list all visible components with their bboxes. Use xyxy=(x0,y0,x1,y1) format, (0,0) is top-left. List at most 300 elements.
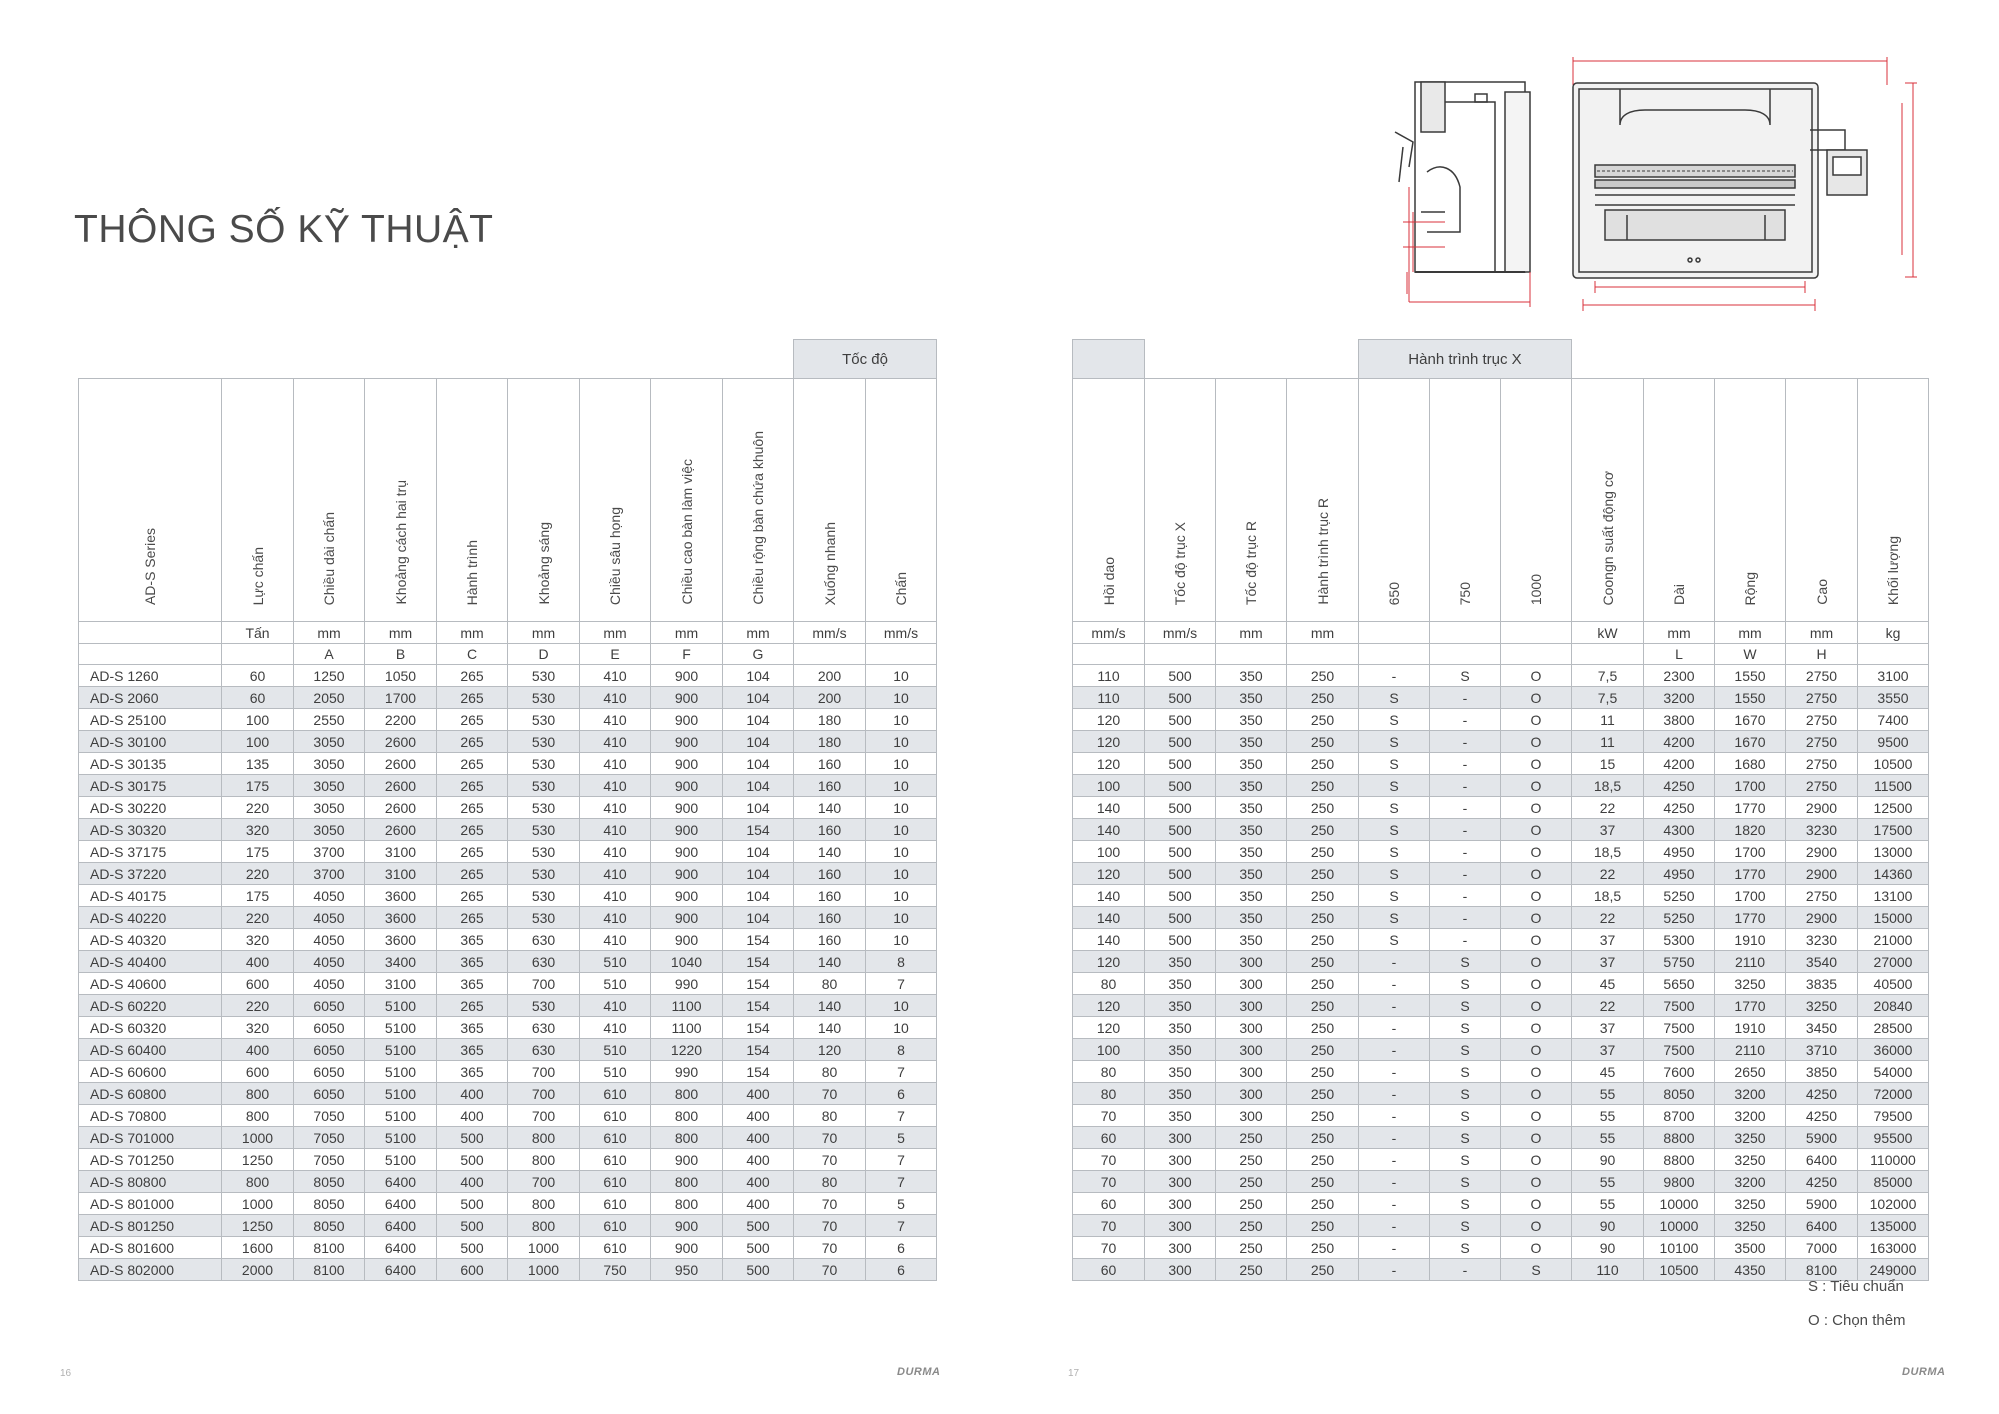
table-cell: 5250 xyxy=(1644,885,1715,907)
table-cell: 6400 xyxy=(365,1237,437,1259)
table-cell: 500 xyxy=(1145,797,1216,819)
table-cell: 10 xyxy=(866,1017,937,1039)
table-cell: 750 xyxy=(580,1259,651,1281)
column-header-row xyxy=(79,379,937,622)
col-header-force: Lực chấn xyxy=(222,379,294,622)
table-cell: - xyxy=(1359,1017,1430,1039)
table-cell: 7500 xyxy=(1644,995,1715,1017)
table-cell: 4250 xyxy=(1786,1171,1858,1193)
model-name-cell: AD-S 60800 xyxy=(79,1083,222,1105)
table-cell: 10100 xyxy=(1644,1237,1715,1259)
table-cell: 110 xyxy=(1572,1259,1644,1281)
col-header-table-width: Chiều rộng bàn chứa khuôn xyxy=(723,379,794,622)
table-cell: 2750 xyxy=(1786,731,1858,753)
table-cell: 400 xyxy=(723,1083,794,1105)
model-name-cell: AD-S 801600 xyxy=(79,1237,222,1259)
col-header-x-axis-speed: Tốc độ trục X xyxy=(1145,379,1216,622)
table-cell: 365 xyxy=(437,1061,508,1083)
table-cell: 80 xyxy=(794,1061,866,1083)
table-cell: 320 xyxy=(222,819,294,841)
col-header-throat-depth: Chiều sâu họng xyxy=(580,379,651,622)
table-cell: 13000 xyxy=(1858,841,1929,863)
table-cell: 8 xyxy=(866,1039,937,1061)
table-cell: 500 xyxy=(437,1237,508,1259)
dimension-letter-cell: F xyxy=(651,644,723,665)
table-cell: S xyxy=(1359,687,1430,709)
table-cell: 630 xyxy=(508,1017,580,1039)
table-cell: 365 xyxy=(437,1039,508,1061)
table-cell: 265 xyxy=(437,863,508,885)
front-view-drawing xyxy=(1565,55,1925,315)
table-row xyxy=(79,1105,937,1127)
table-cell: 530 xyxy=(508,775,580,797)
dimension-letter-cell xyxy=(79,644,222,665)
table-cell: 1910 xyxy=(1715,929,1786,951)
table-cell: 700 xyxy=(508,973,580,995)
table-cell: 250 xyxy=(1287,1039,1359,1061)
table-cell: 14360 xyxy=(1858,863,1929,885)
table-cell: - xyxy=(1430,819,1501,841)
table-cell: 3540 xyxy=(1786,951,1858,973)
table-cell: 6400 xyxy=(365,1259,437,1281)
table-cell: - xyxy=(1359,1259,1430,1281)
unit-cell xyxy=(79,622,222,644)
table-cell: 6050 xyxy=(294,1083,365,1105)
table-cell: 250 xyxy=(1287,951,1359,973)
table-cell: 300 xyxy=(1145,1237,1216,1259)
table-cell: 15000 xyxy=(1858,907,1929,929)
table-cell: 175 xyxy=(222,885,294,907)
table-cell: 900 xyxy=(651,709,723,731)
table-cell: 3050 xyxy=(294,753,365,775)
table-cell: 100 xyxy=(1073,841,1145,863)
table-cell: 350 xyxy=(1216,753,1287,775)
table-cell: O xyxy=(1501,885,1572,907)
table-cell: 350 xyxy=(1145,1083,1216,1105)
table-cell: 350 xyxy=(1216,709,1287,731)
table-cell: O xyxy=(1501,753,1572,775)
table-cell: 104 xyxy=(723,797,794,819)
table-cell: 5300 xyxy=(1644,929,1715,951)
table-cell: 530 xyxy=(508,797,580,819)
table-cell: 250 xyxy=(1216,1149,1287,1171)
table-cell: 55 xyxy=(1572,1105,1644,1127)
table-cell: 300 xyxy=(1145,1259,1216,1281)
table-cell: 700 xyxy=(508,1083,580,1105)
table-cell: - xyxy=(1359,1149,1430,1171)
table-cell: 250 xyxy=(1287,973,1359,995)
table-cell: 140 xyxy=(794,1017,866,1039)
table-cell: 410 xyxy=(580,885,651,907)
table-cell: 900 xyxy=(651,753,723,775)
table-cell: 350 xyxy=(1216,907,1287,929)
table-cell: 104 xyxy=(723,775,794,797)
table-cell: 250 xyxy=(1287,709,1359,731)
table-cell: 5650 xyxy=(1644,973,1715,995)
model-name-cell: AD-S 37220 xyxy=(79,863,222,885)
unit-cell xyxy=(1359,622,1430,644)
table-cell: 135000 xyxy=(1858,1215,1929,1237)
table-cell: S xyxy=(1359,797,1430,819)
table-cell: 410 xyxy=(580,753,651,775)
col-header-weight: Khối lượng xyxy=(1858,379,1929,622)
dimension-letters-row xyxy=(1073,644,1929,665)
table-body-right xyxy=(1073,665,1929,1281)
table-row xyxy=(79,819,937,841)
table-cell: 154 xyxy=(723,1017,794,1039)
table-cell: 154 xyxy=(723,1061,794,1083)
table-cell: 3835 xyxy=(1786,973,1858,995)
table-cell: 400 xyxy=(723,1193,794,1215)
table-cell: - xyxy=(1430,929,1501,951)
dimension-letter-cell: A xyxy=(294,644,365,665)
table-cell: 610 xyxy=(580,1149,651,1171)
table-cell: 100 xyxy=(222,709,294,731)
model-name-cell: AD-S 802000 xyxy=(79,1259,222,1281)
table-cell: 10000 xyxy=(1644,1215,1715,1237)
table-cell: - xyxy=(1359,1215,1430,1237)
model-name-cell: AD-S 40175 xyxy=(79,885,222,907)
table-cell: 85000 xyxy=(1858,1171,1929,1193)
table-cell: 6400 xyxy=(1786,1215,1858,1237)
table-cell: S xyxy=(1430,1017,1501,1039)
table-cell: 320 xyxy=(222,1017,294,1039)
table-cell: 10 xyxy=(866,819,937,841)
table-cell: 250 xyxy=(1216,1171,1287,1193)
table-cell: 410 xyxy=(580,1017,651,1039)
model-name-cell: AD-S 30175 xyxy=(79,775,222,797)
table-cell: 800 xyxy=(651,1105,723,1127)
table-cell: 1770 xyxy=(1715,907,1786,929)
table-cell: 3250 xyxy=(1715,1215,1786,1237)
table-cell: 7600 xyxy=(1644,1061,1715,1083)
table-cell: 160 xyxy=(794,929,866,951)
unit-cell: mm xyxy=(365,622,437,644)
table-cell: 104 xyxy=(723,709,794,731)
table-cell: 1680 xyxy=(1715,753,1786,775)
table-cell: 510 xyxy=(580,1039,651,1061)
table-row xyxy=(79,951,937,973)
table-cell: 7 xyxy=(866,1171,937,1193)
table-cell: 250 xyxy=(1287,731,1359,753)
table-cell: 10 xyxy=(866,775,937,797)
table-cell: - xyxy=(1359,1039,1430,1061)
table-cell: 1250 xyxy=(222,1215,294,1237)
table-cell: O xyxy=(1501,973,1572,995)
table-cell: 2750 xyxy=(1786,709,1858,731)
table-cell: 7 xyxy=(866,1061,937,1083)
table-cell: 10 xyxy=(866,797,937,819)
table-row xyxy=(79,775,937,797)
table-cell: 120 xyxy=(794,1039,866,1061)
table-cell: 250 xyxy=(1287,863,1359,885)
table-cell: 140 xyxy=(794,995,866,1017)
table-cell: 365 xyxy=(437,1017,508,1039)
table-cell: 175 xyxy=(222,841,294,863)
table-body-left xyxy=(79,665,937,1281)
table-cell: 265 xyxy=(437,753,508,775)
col-header-column-distance: Khoảng cách hai trụ xyxy=(365,379,437,622)
table-cell: 10 xyxy=(866,907,937,929)
table-cell: 90 xyxy=(1572,1215,1644,1237)
col-header-length: Dài xyxy=(1644,379,1715,622)
table-cell: O xyxy=(1501,1083,1572,1105)
table-cell: 500 xyxy=(1145,753,1216,775)
model-name-cell: AD-S 30320 xyxy=(79,819,222,841)
table-cell: 55 xyxy=(1572,1171,1644,1193)
table-cell: 3230 xyxy=(1786,819,1858,841)
table-cell: S xyxy=(1359,929,1430,951)
table-cell: 800 xyxy=(651,1083,723,1105)
table-cell: 6050 xyxy=(294,1061,365,1083)
table-cell: 2200 xyxy=(365,709,437,731)
table-cell: O xyxy=(1501,995,1572,1017)
table-row xyxy=(79,665,937,687)
table-cell: 500 xyxy=(723,1259,794,1281)
dimension-letter-cell: G xyxy=(723,644,794,665)
table-cell: 300 xyxy=(1216,951,1287,973)
table-cell: 5100 xyxy=(365,1017,437,1039)
table-cell: - xyxy=(1359,665,1430,687)
table-cell: 60 xyxy=(222,665,294,687)
table-cell: 27000 xyxy=(1858,951,1929,973)
table-cell: 70 xyxy=(794,1193,866,1215)
table-cell: 70 xyxy=(1073,1105,1145,1127)
col-header-r-axis-travel: Hành trình trục R xyxy=(1287,379,1359,622)
table-cell: 220 xyxy=(222,797,294,819)
table-cell: - xyxy=(1359,951,1430,973)
table-cell: 3600 xyxy=(365,907,437,929)
table-cell: 5100 xyxy=(365,1083,437,1105)
unit-cell: mm/s xyxy=(1073,622,1145,644)
table-row xyxy=(1073,1061,1929,1083)
unit-cell: mm/s xyxy=(866,622,937,644)
table-cell: 400 xyxy=(723,1149,794,1171)
table-cell: 3200 xyxy=(1715,1083,1786,1105)
table-cell: 500 xyxy=(437,1149,508,1171)
table-cell: 5250 xyxy=(1644,907,1715,929)
table-cell: 2750 xyxy=(1786,687,1858,709)
table-row xyxy=(79,1149,937,1171)
table-cell: 2110 xyxy=(1715,1039,1786,1061)
table-cell: 140 xyxy=(1073,819,1145,841)
table-cell: 104 xyxy=(723,731,794,753)
table-cell: 2600 xyxy=(365,731,437,753)
model-name-cell: AD-S 701250 xyxy=(79,1149,222,1171)
table-cell: 350 xyxy=(1145,995,1216,1017)
table-cell: 10000 xyxy=(1644,1193,1715,1215)
col-header-return-speed: Hồi dao xyxy=(1073,379,1145,622)
table-cell: 10 xyxy=(866,709,937,731)
table-cell: 6050 xyxy=(294,1017,365,1039)
table-cell: 220 xyxy=(222,863,294,885)
table-cell: 17500 xyxy=(1858,819,1929,841)
table-cell: 110 xyxy=(1073,665,1145,687)
table-cell: 6400 xyxy=(365,1171,437,1193)
brand-logo-left: DURMA xyxy=(897,1366,941,1378)
table-cell: 4950 xyxy=(1644,841,1715,863)
table-cell: 55 xyxy=(1572,1193,1644,1215)
model-name-cell: AD-S 60320 xyxy=(79,1017,222,1039)
table-row xyxy=(1073,1127,1929,1149)
table-cell: O xyxy=(1501,1127,1572,1149)
table-cell: 55 xyxy=(1572,1083,1644,1105)
table-cell: 350 xyxy=(1216,841,1287,863)
table-cell: 530 xyxy=(508,665,580,687)
model-name-cell: AD-S 60600 xyxy=(79,1061,222,1083)
group-header-blank xyxy=(1073,340,1145,379)
table-row xyxy=(79,731,937,753)
table-row xyxy=(1073,797,1929,819)
table-cell: 4050 xyxy=(294,929,365,951)
table-cell: 10 xyxy=(866,731,937,753)
table-row xyxy=(79,1083,937,1105)
table-cell: 3700 xyxy=(294,863,365,885)
table-cell: 70 xyxy=(794,1127,866,1149)
table-row xyxy=(1073,841,1929,863)
table-cell: O xyxy=(1501,1061,1572,1083)
table-cell: 500 xyxy=(1145,819,1216,841)
table-cell: 180 xyxy=(794,709,866,731)
table-cell: 5 xyxy=(866,1193,937,1215)
table-row xyxy=(79,797,937,819)
unit-cell: kg xyxy=(1858,622,1929,644)
table-cell: 220 xyxy=(222,907,294,929)
table-cell: 120 xyxy=(1073,863,1145,885)
units-row xyxy=(79,622,937,644)
table-cell: 160 xyxy=(794,885,866,907)
table-cell: S xyxy=(1430,1061,1501,1083)
table-cell: 250 xyxy=(1287,1149,1359,1171)
table-cell: 500 xyxy=(437,1215,508,1237)
table-cell: 7050 xyxy=(294,1127,365,1149)
table-cell: 1700 xyxy=(1715,841,1786,863)
col-header-r-axis-speed: Tốc độ trục R xyxy=(1216,379,1287,622)
table-cell: 200 xyxy=(794,665,866,687)
table-cell: - xyxy=(1430,731,1501,753)
table-cell: 5100 xyxy=(365,1105,437,1127)
table-cell: 530 xyxy=(508,863,580,885)
table-cell: S xyxy=(1359,907,1430,929)
table-cell: 3100 xyxy=(1858,665,1929,687)
table-cell: 37 xyxy=(1572,951,1644,973)
table-cell: 300 xyxy=(1145,1215,1216,1237)
group-header-speed: Tốc độ xyxy=(794,340,937,379)
table-cell: 2550 xyxy=(294,709,365,731)
unit-cell: mm/s xyxy=(1145,622,1216,644)
table-cell: 400 xyxy=(437,1171,508,1193)
table-cell: O xyxy=(1501,863,1572,885)
table-cell: 250 xyxy=(1287,1083,1359,1105)
table-cell: 1000 xyxy=(222,1127,294,1149)
table-cell: 5100 xyxy=(365,1039,437,1061)
table-cell: 10 xyxy=(866,841,937,863)
table-row xyxy=(79,1215,937,1237)
table-cell: - xyxy=(1359,1127,1430,1149)
table-row xyxy=(1073,1039,1929,1061)
model-name-cell: AD-S 60400 xyxy=(79,1039,222,1061)
model-name-cell: AD-S 30100 xyxy=(79,731,222,753)
table-cell: 37 xyxy=(1572,1017,1644,1039)
table-cell: 80 xyxy=(1073,1083,1145,1105)
table-cell: 1700 xyxy=(1715,885,1786,907)
table-cell: 3100 xyxy=(365,863,437,885)
table-cell: 10 xyxy=(866,995,937,1017)
table-cell: 45 xyxy=(1572,1061,1644,1083)
model-name-cell: AD-S 25100 xyxy=(79,709,222,731)
table-cell: 530 xyxy=(508,885,580,907)
table-cell: 37 xyxy=(1572,929,1644,951)
table-cell: 60 xyxy=(1073,1193,1145,1215)
table-cell: 600 xyxy=(222,1061,294,1083)
table-cell: 7050 xyxy=(294,1149,365,1171)
col-header-bending-length: Chiều dài chấn xyxy=(294,379,365,622)
table-cell: 1700 xyxy=(365,687,437,709)
table-cell: S xyxy=(1430,1237,1501,1259)
dimension-letters-row xyxy=(79,644,937,665)
table-cell: 7500 xyxy=(1644,1039,1715,1061)
table-cell: 7 xyxy=(866,1149,937,1171)
dimension-letter-cell: H xyxy=(1786,644,1858,665)
table-cell: 1050 xyxy=(365,665,437,687)
table-cell: 350 xyxy=(1145,951,1216,973)
table-cell: 8050 xyxy=(1644,1083,1715,1105)
table-cell: 3230 xyxy=(1786,929,1858,951)
table-cell: 800 xyxy=(651,1171,723,1193)
table-cell: 700 xyxy=(508,1061,580,1083)
table-cell: 365 xyxy=(437,929,508,951)
table-cell: 140 xyxy=(794,841,866,863)
table-cell: 80 xyxy=(794,1171,866,1193)
table-cell: 2750 xyxy=(1786,665,1858,687)
table-cell: 90 xyxy=(1572,1237,1644,1259)
table-cell: 154 xyxy=(723,819,794,841)
table-cell: 4050 xyxy=(294,907,365,929)
table-cell: 220 xyxy=(222,995,294,1017)
table-cell: 154 xyxy=(723,929,794,951)
table-cell: 500 xyxy=(437,1127,508,1149)
table-cell: 4050 xyxy=(294,951,365,973)
col-header-daylight: Khoảng sáng xyxy=(508,379,580,622)
table-cell: 54000 xyxy=(1858,1061,1929,1083)
table-cell: 400 xyxy=(723,1127,794,1149)
table-cell: 3600 xyxy=(365,885,437,907)
table-cell: 510 xyxy=(580,951,651,973)
table-cell: 20840 xyxy=(1858,995,1929,1017)
table-cell: O xyxy=(1501,1215,1572,1237)
table-cell: 300 xyxy=(1216,1039,1287,1061)
table-cell: 5100 xyxy=(365,1127,437,1149)
table-row xyxy=(79,1127,937,1149)
table-cell: 4250 xyxy=(1644,797,1715,819)
dimension-letter-cell xyxy=(866,644,937,665)
table-cell: 13100 xyxy=(1858,885,1929,907)
table-cell: 800 xyxy=(222,1105,294,1127)
table-cell: 900 xyxy=(651,775,723,797)
table-cell: - xyxy=(1359,1237,1430,1259)
table-cell: 80 xyxy=(1073,1061,1145,1083)
table-cell: 3200 xyxy=(1644,687,1715,709)
units-row xyxy=(1073,622,1929,644)
table-cell: 410 xyxy=(580,819,651,841)
table-cell: 530 xyxy=(508,841,580,863)
table-cell: 530 xyxy=(508,995,580,1017)
table-cell: 250 xyxy=(1287,1017,1359,1039)
table-cell: 10 xyxy=(866,929,937,951)
table-cell: - xyxy=(1430,1259,1501,1281)
col-header-approach-speed: Xuống nhanh xyxy=(794,379,866,622)
table-cell: 250 xyxy=(1287,1237,1359,1259)
